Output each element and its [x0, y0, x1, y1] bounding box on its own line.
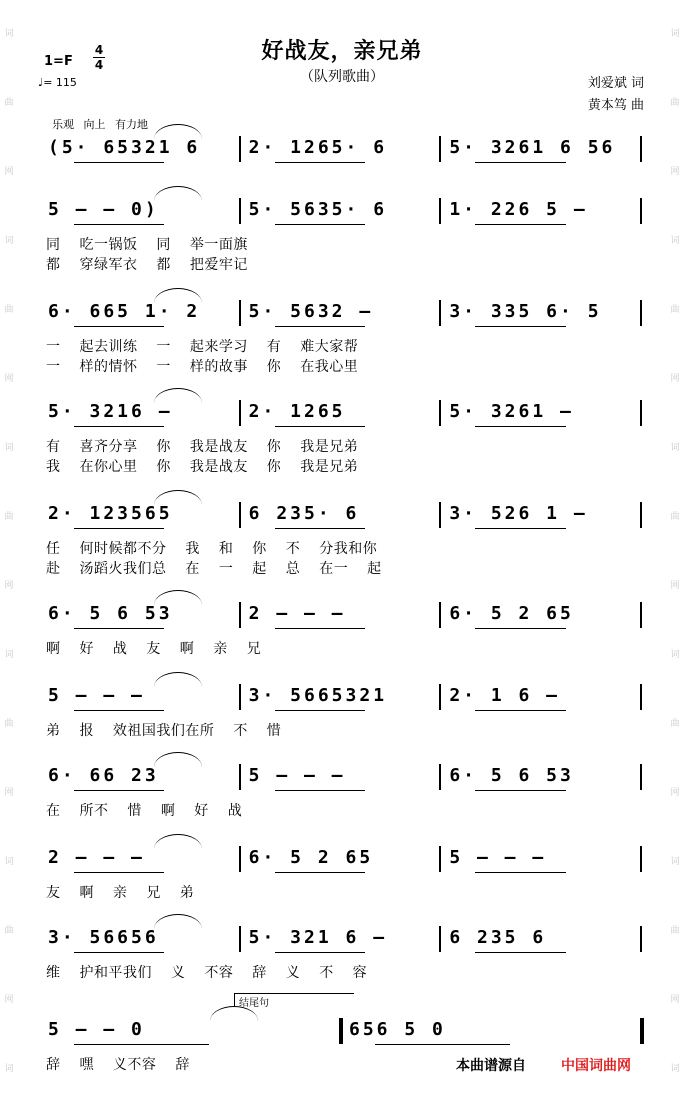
barline	[239, 400, 241, 426]
beam-line	[74, 326, 164, 327]
barline	[640, 926, 642, 952]
measure-notes: 6 235· 6	[248, 503, 360, 524]
measure-notes: 5· 5635· 6	[248, 199, 388, 220]
beam-line	[74, 790, 164, 791]
beam-line	[74, 224, 164, 225]
measure-notes: 2· 1265	[248, 401, 346, 422]
watermark-glyph: 词	[4, 857, 14, 867]
meter-bottom: 4	[94, 58, 104, 72]
barline	[640, 684, 642, 710]
slur-arc	[154, 124, 202, 139]
coda-label: 结尾句	[234, 993, 354, 1007]
watermark-glyph: 曲	[670, 719, 680, 729]
lyricist-credit: 刘爱斌 词	[587, 76, 644, 91]
measure-notes: 5 – – –	[248, 765, 346, 786]
beam-line	[475, 952, 565, 953]
source-text: 本曲谱源自	[456, 1058, 526, 1074]
watermark-glyph: 网	[670, 995, 680, 1005]
measure-notes: 5· 3261 –	[449, 401, 574, 422]
barline	[439, 926, 441, 952]
slur-arc	[154, 388, 202, 403]
lyric-line-2: 都 穿绿军衣 都 把爱牢记	[46, 257, 248, 273]
beam-line	[74, 710, 164, 711]
beam-line	[275, 790, 365, 791]
measure-notes: 656 5 0	[349, 1019, 446, 1040]
beam-line	[74, 872, 164, 873]
beam-line	[475, 326, 565, 327]
lyric-line-1: 有 喜齐分享 你 我是战友 你 我是兄弟	[46, 439, 359, 455]
slur-arc	[154, 672, 202, 687]
measure-notes: 5 – – –	[48, 685, 145, 706]
beam-line	[74, 628, 164, 629]
barline	[439, 846, 441, 872]
slur-arc	[154, 834, 202, 849]
barline	[439, 502, 441, 528]
beam-line	[275, 426, 365, 427]
watermark-glyph: 网	[4, 581, 14, 591]
watermark-glyph: 网	[4, 167, 14, 177]
watermark-glyph: 网	[4, 788, 14, 798]
watermark-glyph: 网	[4, 995, 14, 1005]
lyric-line-1: 辞 嘿 义不容 辞	[46, 1057, 190, 1073]
barline	[239, 764, 241, 790]
beam-line	[74, 528, 164, 529]
beam-line	[475, 224, 565, 225]
barline	[640, 300, 642, 326]
measure-notes: 6 235 6	[449, 927, 547, 948]
slur-arc	[154, 914, 202, 929]
measure-notes: 2· 1 6 –	[449, 685, 561, 706]
song-title: 好战友，亲兄弟	[261, 39, 423, 64]
slur-arc	[154, 490, 202, 505]
barline	[439, 300, 441, 326]
measure-notes: 5 – – –	[449, 847, 547, 868]
barline	[239, 136, 241, 162]
watermark-glyph: 曲	[4, 98, 14, 108]
watermark-glyph: 网	[670, 167, 680, 177]
barline	[339, 1018, 343, 1044]
beam-line	[475, 710, 565, 711]
measure-notes: (5· 65321 6	[48, 137, 201, 158]
lyric-line-1: 弟 报 效祖国我们在所 不 惜	[46, 723, 282, 739]
watermark-glyph: 词	[670, 857, 680, 867]
watermark-glyph: 网	[670, 374, 680, 384]
lyric-line-1: 同 吃一锅饭 同 举一面旗	[46, 237, 248, 253]
watermark-glyph: 曲	[4, 719, 14, 729]
lyric-line-2: 赴 汤蹈火我们总 在 一 起 总 在一 起	[46, 561, 382, 577]
lyric-line-2: 我 在你心里 你 我是战友 你 我是兄弟	[46, 459, 359, 475]
barline	[640, 602, 642, 628]
measure-notes: 2 – – –	[248, 603, 346, 624]
lyric-line-1: 友 啊 亲 兄 弟	[46, 885, 195, 901]
lyric-line-1: 啊 好 战 友 啊 亲 兄	[46, 641, 262, 657]
slur-arc	[154, 752, 202, 767]
watermark-glyph: 曲	[670, 98, 680, 108]
beam-line	[275, 528, 365, 529]
watermark-glyph: 曲	[4, 305, 14, 315]
watermark-glyph: 词	[670, 236, 680, 246]
watermark-glyph: 词	[4, 443, 14, 453]
barline	[239, 602, 241, 628]
beam-line	[275, 872, 365, 873]
watermark-glyph: 词	[670, 1064, 680, 1074]
lyric-line-2: 一 样的情怀 一 样的故事 你 在我心里	[46, 359, 359, 375]
measure-notes: 5· 3216 –	[48, 401, 173, 422]
beam-line	[74, 952, 164, 953]
barline	[239, 846, 241, 872]
site-name: 中国词曲网	[561, 1058, 631, 1074]
barline	[640, 1018, 644, 1044]
lyric-line-1: 一 起去训练 一 起来学习 有 难大家帮	[46, 339, 359, 355]
composer-credit: 黄本笃 曲	[587, 98, 644, 113]
lyric-line-1: 维 护和平我们 义 不容 辞 义 不 容	[46, 965, 368, 981]
slur-arc	[154, 288, 202, 303]
beam-line	[375, 1044, 510, 1045]
barline	[439, 198, 441, 224]
lyric-line-1: 在 所不 惜 啊 好 战	[46, 803, 243, 819]
beam-line	[475, 162, 565, 163]
beam-line	[475, 528, 565, 529]
measure-notes: 6· 5 2 65	[449, 603, 574, 624]
measure-notes: 6· 5 2 65	[248, 847, 374, 868]
watermark-glyph: 曲	[4, 926, 14, 936]
beam-line	[275, 628, 365, 629]
watermark-glyph: 曲	[670, 305, 680, 315]
barline	[640, 846, 642, 872]
beam-line	[475, 790, 565, 791]
measure-notes: 5· 3261 6 56	[449, 137, 616, 158]
barline	[239, 926, 241, 952]
beam-line	[475, 872, 565, 873]
key-signature: 1=F	[44, 54, 73, 69]
beam-line	[475, 426, 565, 427]
barline	[439, 764, 441, 790]
barline	[640, 502, 642, 528]
watermark-glyph: 网	[4, 374, 14, 384]
barline	[239, 684, 241, 710]
expression-marking: 乐观 向上 有力地	[52, 118, 148, 131]
measure-notes: 3· 5665321	[248, 685, 388, 706]
barline	[640, 400, 642, 426]
beam-line	[74, 426, 164, 427]
watermark-glyph: 曲	[670, 512, 680, 522]
measure-notes: 2· 123565	[48, 503, 173, 524]
measure-notes: 5 – – 0)	[48, 199, 159, 220]
slur-arc	[154, 186, 202, 201]
watermark-glyph: 网	[670, 788, 680, 798]
beam-line	[475, 628, 565, 629]
measure-notes: 3· 335 6· 5	[449, 301, 602, 322]
measure-notes: 3· 56656	[48, 927, 159, 948]
barline	[640, 764, 642, 790]
watermark-glyph: 词	[4, 1064, 14, 1074]
slur-arc	[154, 590, 202, 605]
barline	[239, 198, 241, 224]
beam-line	[275, 326, 365, 327]
watermark-glyph: 词	[670, 29, 680, 39]
barline	[439, 602, 441, 628]
watermark-glyph: 词	[4, 650, 14, 660]
measure-notes: 3· 526 1 –	[449, 503, 588, 524]
measure-notes: 1· 226 5 –	[449, 199, 588, 220]
beam-line	[275, 224, 365, 225]
watermark-glyph: 词	[4, 29, 14, 39]
measure-notes: 5· 321 6 –	[248, 927, 388, 948]
watermark-glyph: 网	[670, 581, 680, 591]
barline	[239, 502, 241, 528]
barline	[439, 136, 441, 162]
barline	[640, 198, 642, 224]
beam-line	[74, 162, 164, 163]
beam-line	[275, 162, 365, 163]
measure-notes: 2 – – –	[48, 847, 145, 868]
measure-notes: 5 – – 0	[48, 1019, 145, 1040]
tempo-value: = 115	[43, 76, 77, 89]
measure-notes: 6· 665 1· 2	[48, 301, 201, 322]
measure-notes: 5· 5632 –	[248, 301, 374, 322]
barline	[239, 300, 241, 326]
beam-line	[275, 952, 365, 953]
watermark-glyph: 曲	[4, 512, 14, 522]
song-subtitle: （队列歌曲）	[300, 69, 384, 85]
measure-notes: 2· 1265· 6	[248, 137, 388, 158]
barline	[439, 400, 441, 426]
barline	[640, 136, 642, 162]
watermark-glyph: 词	[670, 443, 680, 453]
watermark-glyph: 曲	[670, 926, 680, 936]
watermark-glyph: 词	[4, 236, 14, 246]
beam-line	[74, 1044, 209, 1045]
watermark-glyph: 词	[670, 650, 680, 660]
meter-top: 4	[94, 43, 104, 57]
beam-line	[275, 710, 365, 711]
measure-notes: 6· 66 23	[48, 765, 159, 786]
lyric-line-1: 任 何时候都不分 我 和 你 不 分我和你	[46, 541, 378, 557]
quarter-note-icon: ♩	[38, 76, 44, 89]
measure-notes: 6· 5 6 53	[48, 603, 173, 624]
barline	[439, 684, 441, 710]
measure-notes: 6· 5 6 53	[449, 765, 574, 786]
